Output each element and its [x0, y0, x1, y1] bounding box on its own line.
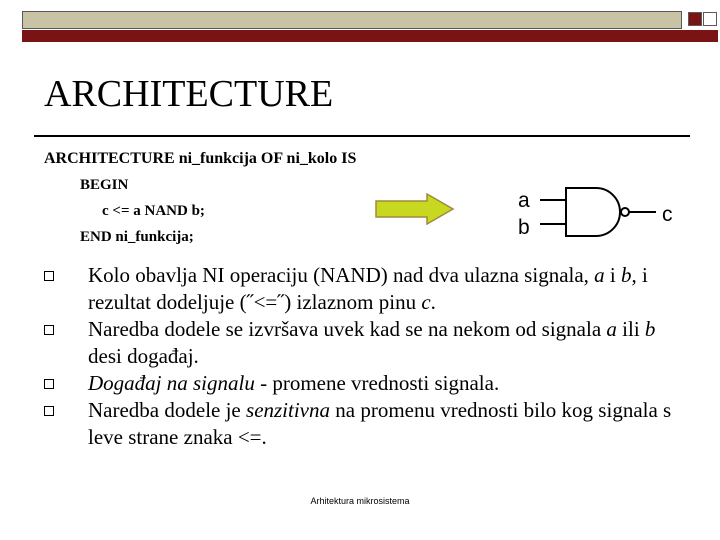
bullet-text: Naredba dodele je senzitivna na promenu vrednosti bilo kog signala s leve strane znaka <=.: [88, 398, 672, 449]
square-bullet-icon: [44, 325, 54, 335]
square-bullet-icon: [44, 379, 54, 389]
square-bullet-icon: [44, 271, 54, 281]
nand-gate-diagram: [510, 180, 680, 240]
bullet-text: Naredba dodele se izvršava uvek kad se na nekom od signala a ili b desi događaj.: [88, 317, 656, 368]
bullet-item: [40, 316, 690, 370]
top-decor-bar: [22, 11, 682, 29]
bullet-item: [40, 397, 690, 451]
bullet-item: [40, 370, 690, 397]
gate-output-c-label: c: [662, 203, 673, 226]
gate-input-b-label: b: [518, 216, 530, 239]
square-bullet-icon: [44, 406, 54, 416]
gate-input-a-label: a: [518, 189, 530, 212]
bullet-text: Kolo obavlja NI operaciju (NAND) nad dva ulazna signala, a i b, i rezultat dodeljuje (˝<=˝) izlaznom pinu c.: [88, 263, 648, 314]
corner-square-filled: [688, 12, 702, 26]
slide-footer: Arhitektura mikrosistema: [310, 496, 410, 506]
code-line-assignment: c <= a NAND b;: [102, 203, 205, 219]
corner-square-empty: [703, 12, 717, 26]
code-line-architecture: ARCHITECTURE ni_funkcija OF ni_kolo IS: [44, 150, 357, 167]
bullet-list: [40, 262, 690, 451]
code-line-end: END ni_funkcija;: [80, 229, 194, 245]
title-divider: [34, 135, 690, 137]
code-line-begin: BEGIN: [80, 177, 129, 193]
bullet-text: Događaj na signalu - promene vrednosti signala.: [88, 371, 500, 395]
top-accent-bar: [22, 30, 718, 42]
right-arrow-icon: [375, 193, 455, 225]
slide-title: ARCHITECTURE: [44, 73, 334, 115]
bullet-item: [40, 262, 690, 316]
